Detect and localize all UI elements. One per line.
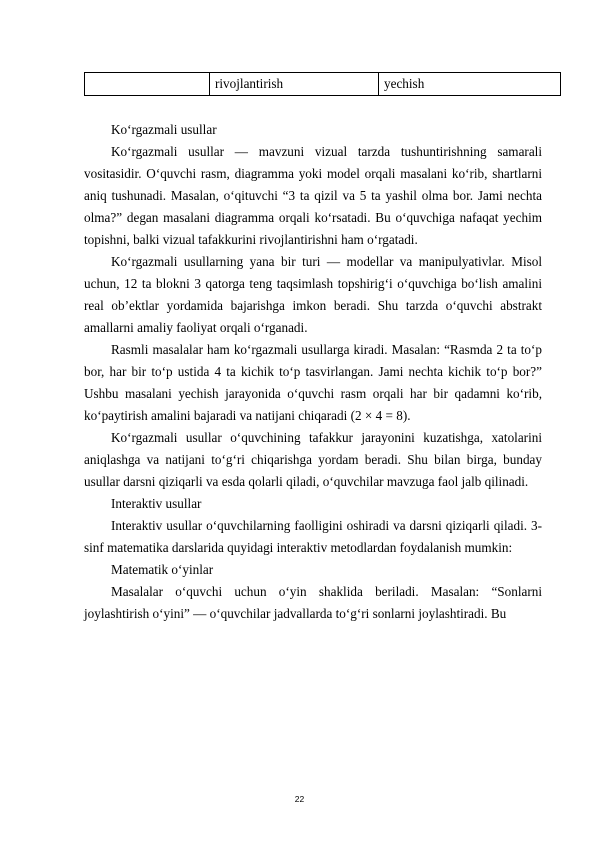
table-fragment — [84, 72, 561, 96]
paragraph: Interaktiv usullar o‘quvchilarning faolligini oshiradi va darsni qiziqarli qiladi. 3-sinf matematika darslarida quyidagi interaktiv metodlardan foydalanish mumkin: — [84, 518, 542, 555]
paragraph: Ko‘rgazmali usullar — mavzuni vizual tarzda tushuntirishning samarali vositasidir. O‘quvchi rasm, diagramma yoki model orqali masalani ko‘rib, shartlarni aniq tushunadi. Masalan, o‘qituvchi “3 ta qizil va 5 ta yashil olma bor. Jami nechta olma?” degan masalani diagramma orqali ko‘rsatadi. Bu o‘quvchiga nafaqat yechim topishni, balki vizual tafakkurini rivojlantirishni ham o‘rgatadi. — [84, 144, 542, 247]
table-cell: yechish — [379, 73, 561, 96]
table-row — [85, 73, 561, 96]
table-cell-empty — [85, 73, 210, 96]
paragraph: Masalalar o‘quvchi uchun o‘yin shaklida beriladi. Masalan: “Sonlarni joylashtirish o‘yini” — o‘quvchilar jadvallarda to‘g‘ri sonlarni joylashtiradi. Bu — [84, 584, 542, 621]
section-heading-math-games: Matematik o‘yinlar — [111, 562, 214, 577]
paragraph: Ko‘rgazmali usullar o‘quvchining tafakkur jarayonini kuzatishga, xatolarini aniqlashga va natijani to‘g‘ri chiqarishga yordam beradi. Shu bilan birga, bunday usullar darsni qiziqarli va esda qolarli qiladi, o‘quvchilar mavzuga faol jalb qilinadi. — [84, 430, 542, 489]
section-heading-interactive-methods: Interaktiv usullar — [111, 496, 202, 511]
paragraph: Rasmli masalalar ham ko‘rgazmali usullarga kiradi. Masalan: “Rasmda 2 ta to‘p bor, har bir to‘p ustida 4 ta kichik to‘p tasvirlangan. Jami nechta kichik to‘p bor?” Ushbu masalani yechish jarayonida o‘quvchi rasm orqali har bir qadamni ko‘rib, ko‘paytirish amalini bajaradi va natijani chiqaradi (2 × 4 = 8). — [84, 342, 542, 423]
paragraph: Ko‘rgazmali usullarning yana bir turi — modellar va manipulyativlar. Misol uchun, 12 ta blokni 3 qatorga teng taqsimlash topshirig‘i o‘quvchiga bo‘lish amalini real ob’ektlar yordamida bajarishga imkon beradi. Shu tarzda o‘quvchi abstrakt amallarni amaliy faoliyat orqali o‘rganadi. — [84, 254, 542, 335]
body-text — [84, 119, 542, 625]
page-number: 22 — [294, 794, 305, 804]
section-heading-visual-methods: Ko‘rgazmali usullar — [111, 122, 217, 137]
table-cell: rivojlantirish — [210, 73, 379, 96]
